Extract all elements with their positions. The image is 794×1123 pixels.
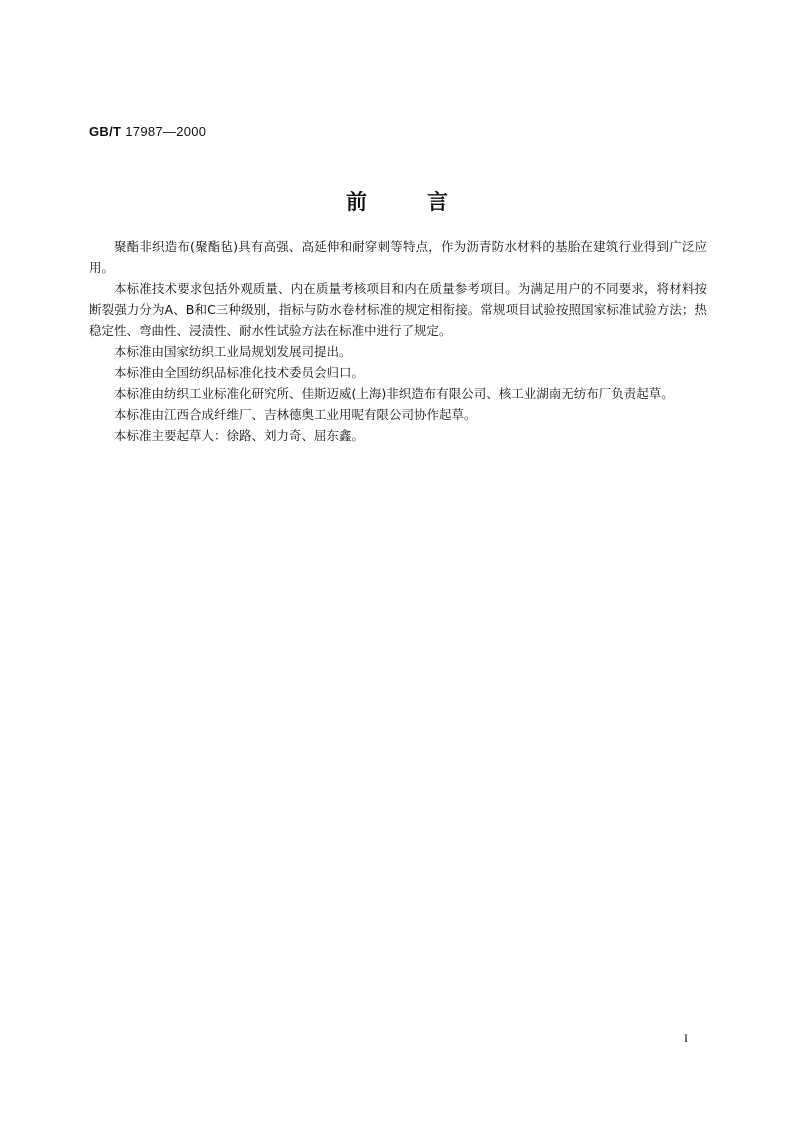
paragraph: 聚酯非织造布(聚酯毡)具有高强、高延伸和耐穿刺等特点，作为沥青防水材料的基胎在建筑行业得到广泛应用。 xyxy=(89,239,707,275)
paragraph: 本标准由江西合成纤维厂、吉林德奥工业用呢有限公司协作起草。 xyxy=(114,407,477,422)
paragraph: 本标准由国家纺织工业局规划发展司提出。 xyxy=(114,344,352,359)
paragraph: 本标准由纺织工业标准化研究所、佳斯迈威(上海)非织造布有限公司、核工业湖南无纺布厂负责起草。 xyxy=(114,386,674,401)
paragraph: 本标准由全国纺织品标准化技术委员会归口。 xyxy=(114,365,365,380)
paragraph: 本标准主要起草人：徐路、刘力奇、屈东鑫。 xyxy=(114,428,365,443)
standard-code xyxy=(89,124,206,139)
paragraph: 本标准技术要求包括外观质量、内在质量考核项目和内在质量参考项目。为满足用户的不同要求，将材料按断裂强力分为A、B和C三种级别，指标与防水卷材标准的规定相衔接。常规项目试验按照国家标准试验方法；热稳定性、弯曲性、浸渍性、耐水性试验方法在标准中进行了规定。 xyxy=(89,281,707,338)
foreword-body xyxy=(89,236,707,446)
standard-prefix: GB/T xyxy=(89,124,122,139)
standard-number: 17987—2000 xyxy=(125,124,207,139)
page-title: 前言 xyxy=(346,190,508,214)
page-number: I xyxy=(684,1031,688,1045)
